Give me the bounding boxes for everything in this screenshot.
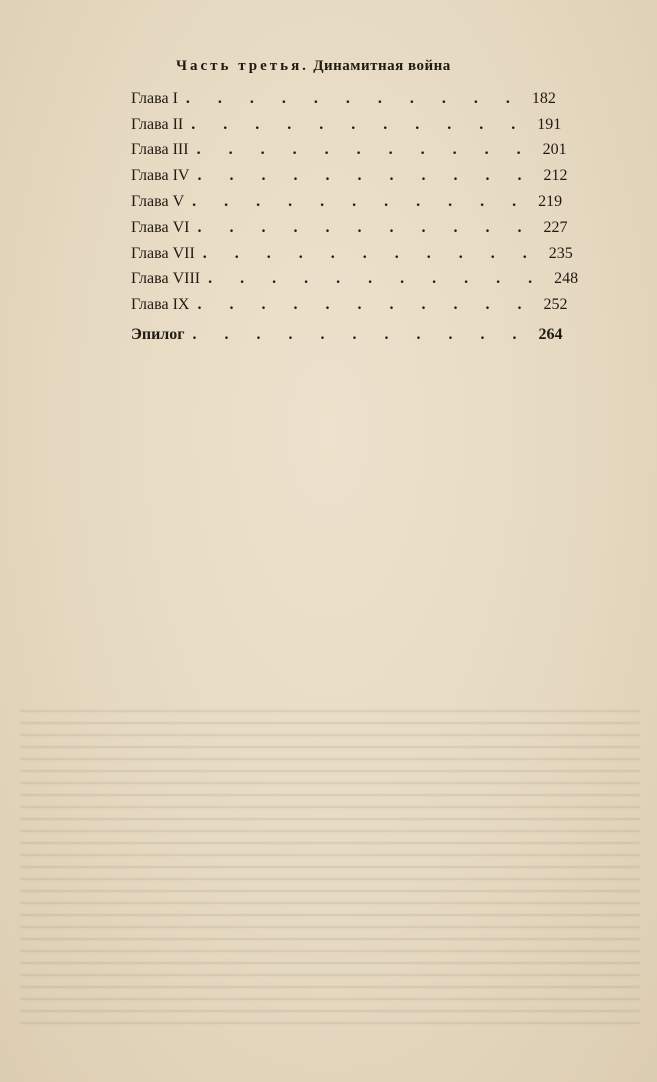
toc-leader-dots: . . . . . . . . . . . [191,115,528,133]
part-title-rest: Динамитная война [313,58,451,74]
toc-chapter-label: Глава IV [131,167,190,185]
toc-page-number: 235 [548,244,573,262]
toc-chapter-label: Глава VII [131,244,195,262]
toc-chapter-label: Глава I [131,89,178,107]
toc-page-number: 227 [543,218,568,236]
toc-chapter-label: Глава IX [131,296,190,314]
part-title [176,58,516,75]
toc-page-number: 201 [542,141,567,159]
toc-row [131,215,568,241]
toc-chapter-label: Глава V [131,193,185,211]
toc-leader-dots: . . . . . . . . . . . [202,244,539,262]
toc-page-number: 219 [538,193,563,211]
toc-chapter-label: Глава VI [131,218,190,236]
toc-row [131,241,573,267]
toc-leader-dots: . . . . . . . . . . . [192,193,529,211]
toc-row [131,189,563,215]
toc-leader-dots: . . . . . . . . . . . [196,141,533,159]
toc-row [131,292,568,318]
toc-row [131,86,556,112]
show-through-text [20,700,640,1030]
toc-row [131,112,562,138]
toc-page-number: 248 [554,270,579,288]
toc-row [131,267,579,293]
toc-row-epilog [131,322,563,348]
toc-epilog-page-number: 264 [538,326,563,344]
part-title-lead: Часть третья. [176,58,309,74]
toc-leader-dots: . . . . . . . . . . . [197,218,534,236]
toc-epilog-label: Эпилог [131,326,185,344]
toc-page-number: 191 [537,115,562,133]
toc-leader-dots: . . . . . . . . . . . [192,326,529,344]
toc-chapter-label: Глава III [131,141,189,159]
toc-page-number: 252 [543,296,568,314]
toc-chapter-label: Глава II [131,115,184,133]
toc-row [131,163,568,189]
toc-leader-dots: . . . . . . . . . . . [197,296,534,314]
toc-leader-dots: . . . . . . . . . . . [185,89,522,107]
toc-page-number: 212 [543,167,568,185]
toc-row [131,138,567,164]
table-of-contents [131,86,579,348]
toc-chapter-label: Глава VIII [131,270,201,288]
toc-leader-dots: . . . . . . . . . . . [208,270,545,288]
toc-leader-dots: . . . . . . . . . . . [197,167,534,185]
toc-page-number: 182 [531,89,556,107]
